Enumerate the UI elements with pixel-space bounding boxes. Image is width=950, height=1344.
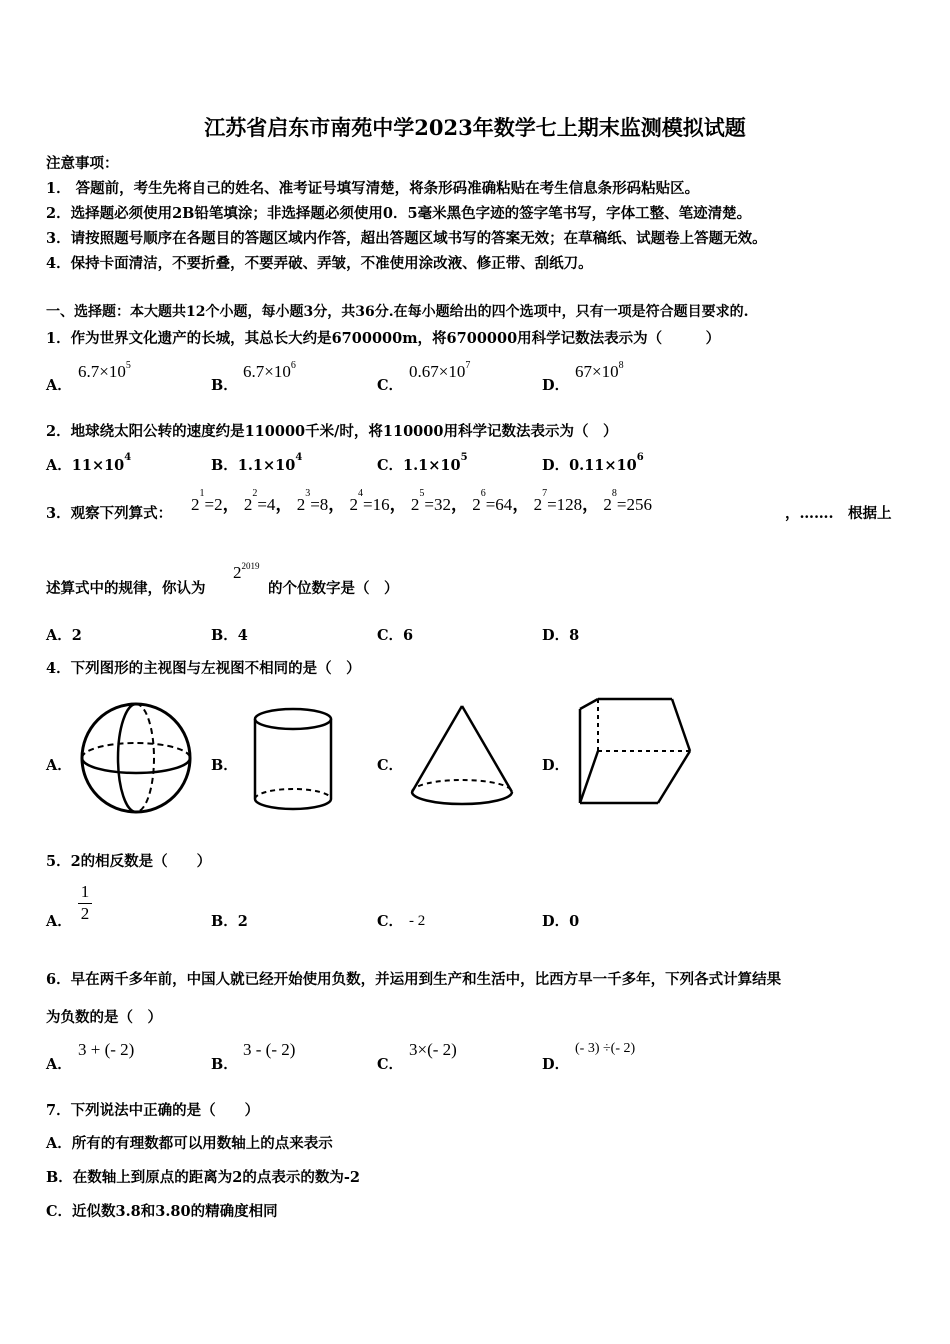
q4-label-a: A． [46,757,72,774]
q5-option-b: B．2 [211,913,248,930]
q4-label-c: C． [377,757,404,774]
sphere-figure [78,700,194,816]
q3-stem-line2-end: 的个位数字是（ ） [268,580,399,597]
q3-option-d: D．8 [542,627,580,644]
q4-label-b: B． [211,757,238,774]
notice-item-2: 2．选择题必须使用2B铅笔填涂；非选择题必须使用0．5毫米黑色字迹的签字笔书写，字体工整、笔迹清楚。 [46,205,752,222]
q1-option-a: $6.7\times 10^5$ [78,360,131,381]
q6-label-c: C． [377,1056,404,1073]
q4-label-d: D． [542,757,570,774]
q7-option-a: A．所有的有理数都可以用数轴上的点来表示 [46,1135,333,1152]
q1-label-c: C． [377,377,404,394]
notice-item-3: 3．请按照题号顺序在各题目的答题区域内作答，超出答题区域书写的答案无效；在草稿纸、试题卷上答题无效。 [46,230,767,247]
q7-stem: 7．下列说法中正确的是（ ） [46,1102,260,1119]
q5-stem: 5．2的相反数是（ ） [46,853,212,870]
fraction-denominator: 2 [78,903,92,924]
q5-label-c: C． [377,913,404,930]
q2-option-c: C．$1.1\times 10^5$ [377,452,468,474]
q2-stem: 2．地球绕太阳公转的速度约是110000千米/时，将110000用科学记数法表示为（ ） [46,423,618,440]
q1-option-c: $0.67\times 10^7$ [409,360,471,381]
q3-option-b: B．4 [211,627,248,644]
q3-stem-start: 3．观察下列算式： [46,505,173,522]
q2-option-a: A．$11\times 10^4$ [46,452,132,474]
q6-option-d: (- 3) ÷(- 2) [575,1041,636,1056]
q1-label-a: A． [46,377,72,394]
q3-power: $2^{2019}$ [233,561,260,582]
cylinder-figure [248,705,338,815]
notice-item-4: 4．保持卡面清洁，不要折叠，不要弄破、弄皱，不准使用涂改液、修正带、刮纸刀。 [46,255,593,272]
q5-label-a: A． [46,913,72,930]
fraction-numerator: 1 [80,882,90,901]
cone-figure [405,700,520,812]
notice-item-1: 1． 答题前，考生先将自己的姓名、准考证号填写清楚，将条形码准确粘贴在考生信息条形码粘贴区。 [46,180,700,197]
q3-option-a: A．2 [46,627,82,644]
q1-option-b: $6.7\times 10^6$ [243,360,296,381]
q1-stem: 1．作为世界文化遗产的长城，其总长大约是6700000m，将6700000用科学记数法表示为（ ） [46,330,721,347]
q5-option-c: - 2 [409,913,426,929]
q3-stem-tail: ，……. 根据上 [785,505,892,522]
page-title: 江苏省启东市南苑中学2023年数学七上期末监测模拟试题 [204,115,746,140]
q1-option-d: $67\times 10^8$ [575,360,624,381]
prism-figure [572,695,697,810]
q3-stem-line2-start: 述算式中的规律，你认为 [46,580,206,597]
q2-option-b: B．$1.1\times 10^4$ [211,452,303,474]
q4-stem: 4．下列图形的主视图与左视图不相同的是（ ） [46,660,361,677]
q3-option-c: C．6 [377,627,414,644]
q1-label-b: B． [211,377,238,394]
q1-label-d: D． [542,377,570,394]
q5-option-d: D．0 [542,913,580,930]
q6-option-b: 3 - (- 2) [243,1040,296,1059]
q6-label-a: A． [46,1056,72,1073]
q6-stem-line1: 6．早在两千多年前，中国人就已经开始使用负数，并运用到生产和生活中，比西方早一千多年，下列各式计算结果 [46,971,782,988]
section-heading: 一、选择题：本大题共12个小题，每小题3分，共36分.在每小题给出的四个选项中，只有一项是符合题目要求的. [46,304,749,320]
notice-heading: 注意事项： [46,155,119,172]
q5-option-a-fraction [78,882,92,924]
q6-option-c: 3×(- 2) [409,1040,457,1059]
q6-option-a: 3 + (- 2) [78,1040,135,1059]
q7-option-b: B．在数轴上到原点的距离为2的点表示的数为-2 [46,1169,360,1186]
q2-option-d: D．$0.11\times 10^6$ [542,452,644,474]
q6-stem-line2: 为负数的是（ ） [46,1009,162,1026]
q7-option-c: C．近似数3.8和3.80的精确度相同 [46,1203,278,1220]
q3-sequence: $2^1=2$， $2^2=4$， $2^3=8$， $2^4=16$， $2^5=32$， $2^6=64$， $2^7=128$， $2^8=256$ [191,488,652,514]
q6-label-b: B． [211,1056,238,1073]
q6-label-d: D． [542,1056,570,1073]
